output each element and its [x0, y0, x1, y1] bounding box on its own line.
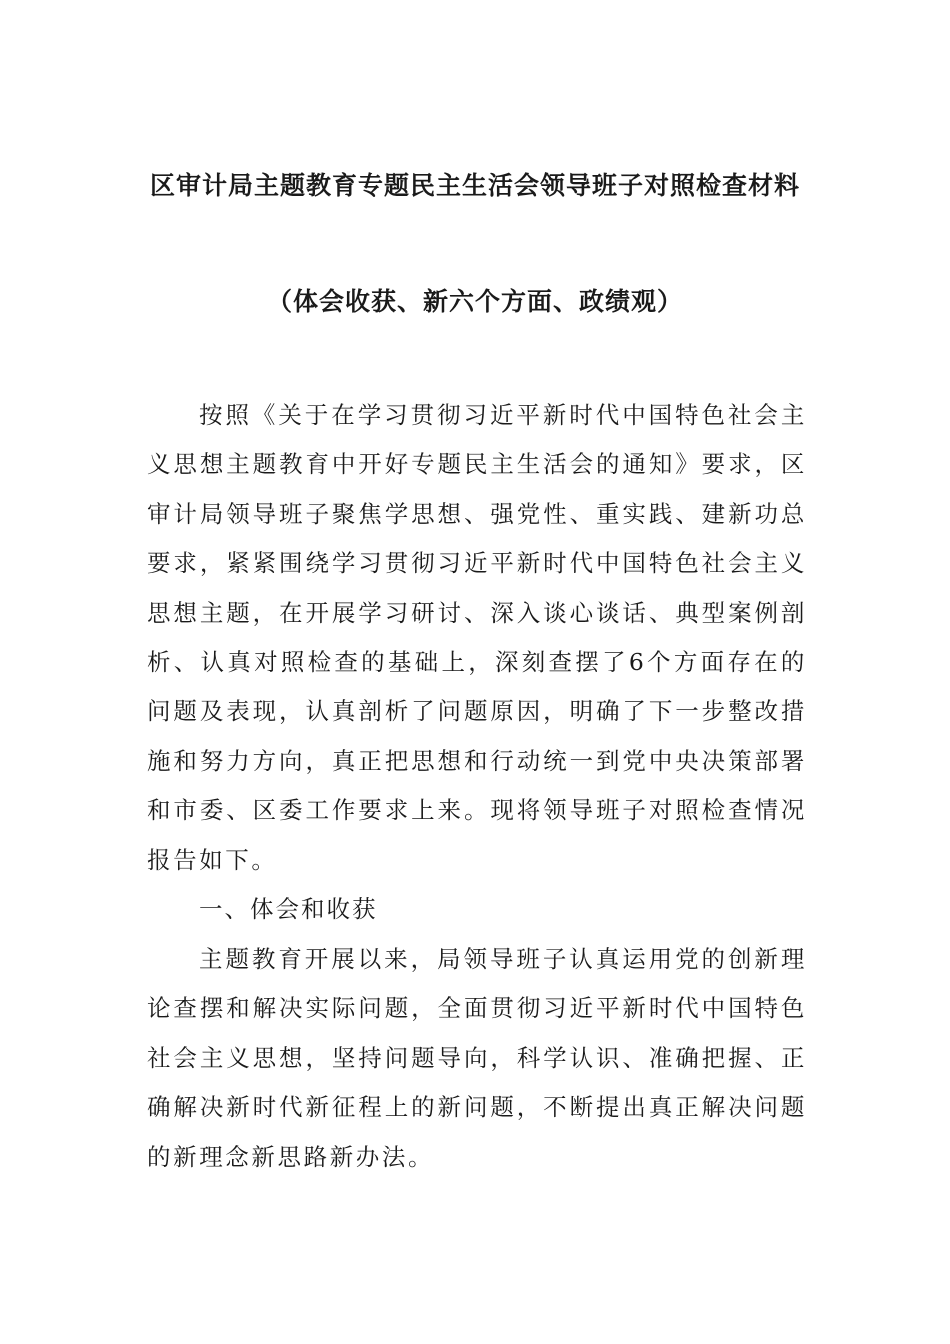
document-subtitle: （体会收获、新六个方面、政绩观）	[266, 287, 683, 316]
intro-paragraph: 按照《关于在学习贯彻习近平新时代中国特色社会主义思想主题教育中开好专题民主生活会的通知》要求，区审计局领导班子聚焦学思想、强党性、重实践、建新功总要求，紧紧围绕学习贯彻习近平新时代中国特色社会主义思想主题，在开展学习研讨、深入谈心谈话、典型案例剖析、认真对照检查的基础上，深刻查摆了6个方面存在的问题及表现，认真剖析了问题原因，明确了下一步整改措施和努力方向，真正把思想和行动统一到党中央决策部署和市委、区委工作要求上来。现将领导班子对照检查情况报告如下。	[147, 401, 807, 874]
section-1-paragraph: 主题教育开展以来，局领导班子认真运用党的创新理论查摆和解决实际问题，全面贯彻习近平新时代中国特色社会主义思想，坚持问题导向，科学认识、准确把握、正确解决新时代新征程上的新问题，不断提出真正解决问题的新理念新思路新办法。	[147, 945, 807, 1171]
section-heading-1: 一、体会和收获	[199, 895, 378, 923]
document-title: 区审计局主题教育专题民主生活会领导班子对照检查材料	[149, 171, 800, 200]
